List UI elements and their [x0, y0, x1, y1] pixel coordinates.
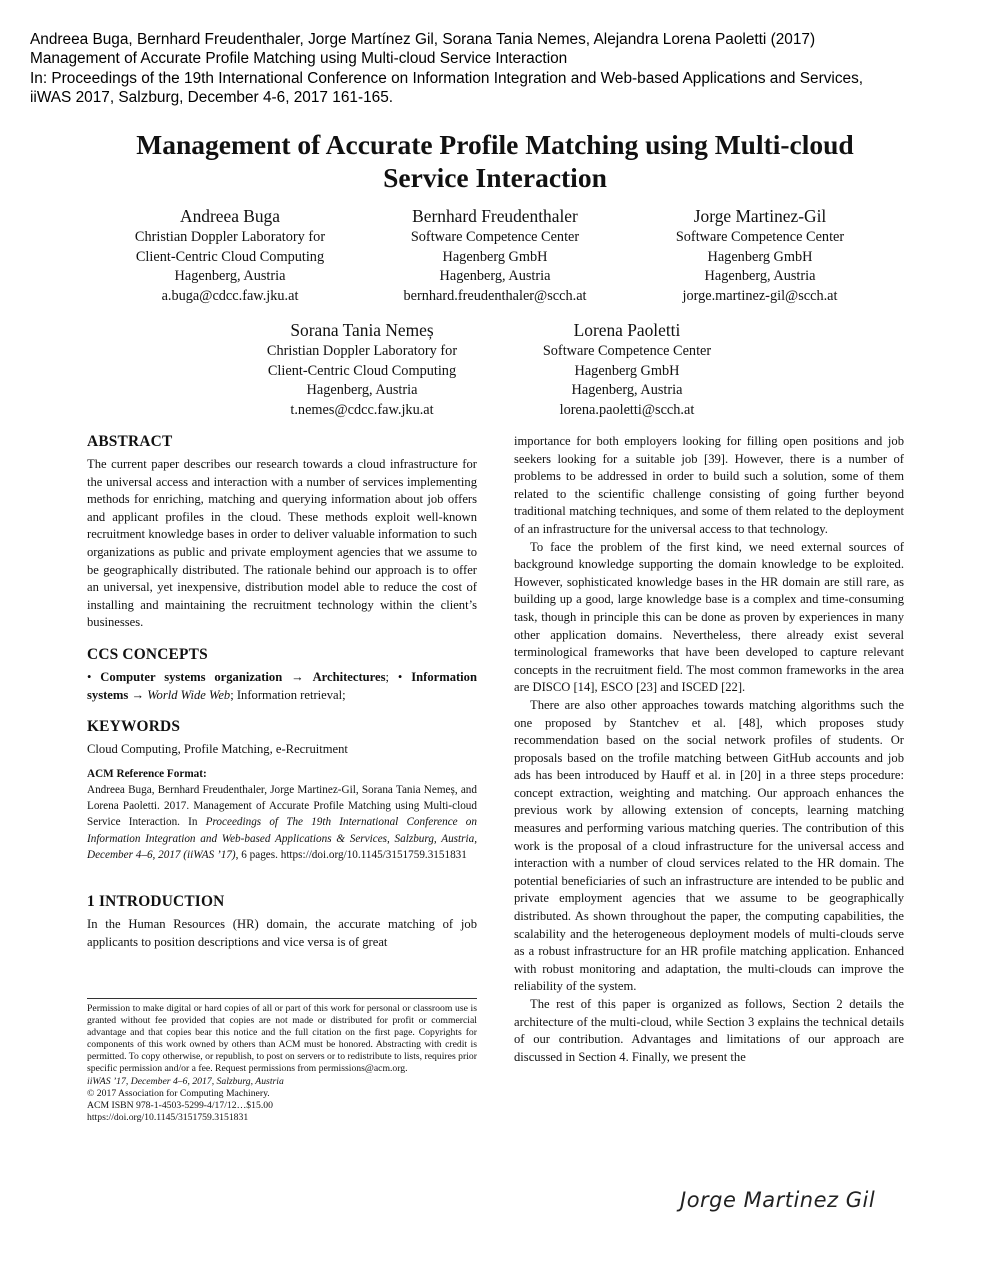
citation-line: In: Proceedings of the 19th International Conference on Information Integration and Web-based Applications and Services, — [30, 69, 864, 87]
body-paragraph: There are also other approaches towards matching algorithms such the one proposed by Stantchev et al. [48], which proposes study recommendation based on the social network profiles of students. Or proposals based on the trofile matching between GitHub accounts and job ads has been introduced by Hauff et al. in [20] in a three steps procedure: concept extraction, weighting and matching. Our approach enhances the previous work by allowing extension of concepts, learning matching measures and performing various matching queries. The contribution of this work is the proposal of a cloud infrastructure for the universal access and interaction with a number of cloud services related to the HR domain. The potential beneficiaries of such an infrastructure are intended to be public and private employment agencies that we assume to be geographically distributed. As shown throughout the paper, the computing capabilities, the scalability and the heterogeneous deployment models of multi-clouds serve as a robust infrastructure for an HR profile matching application. Enhanced with robust monitoring and adaptation, the multi-clouds can improve the reliability of the system. — [514, 697, 904, 994]
handwritten-signature: Jorge Martinez Gil — [680, 1188, 876, 1212]
abstract-text: The current paper describes our research towards a cloud infrastructure for the universal access and interaction with a number of services implementing methods for enriching, matching and querying information about job offers and applicant profiles in the cloud. These methods exploit well-known recruitment knowledge bases in order to deliver valuable information to such organizations as public and private employment agencies that we assume to be geographically distributed. The rationale behind our approach is to offer an universal, yet inexpensive, distribution model able to reduce the cost of installing and maintaining the recruitment technology within the client’s businesses. — [87, 457, 477, 630]
author-affiliation: Hagenberg GmbH — [707, 248, 813, 265]
author-name: Andreea Buga — [180, 206, 280, 226]
author-email: t.nemes@cdcc.faw.jku.at — [290, 401, 434, 418]
author-affiliation: Software Competence Center — [410, 229, 580, 245]
author-affiliation: Client-Centric Cloud Computing — [135, 248, 325, 265]
citation-line: iiWAS 2017, Salzburg, December 4-6, 2017 161-165. — [30, 89, 394, 107]
abstract-heading: ABSTRACT — [87, 433, 173, 450]
paper-title: Management of Accurate Profile Matching using Multi-cloud Service Interaction — [136, 129, 854, 193]
author-location: Hagenberg, Austria — [571, 382, 683, 398]
author-name: Sorana Tania Nemeș — [290, 320, 434, 340]
author-affiliation: Hagenberg GmbH — [574, 362, 680, 379]
conference-venue: iiWAS ’17, December 4–6, 2017, Salzburg, Austria — [87, 1075, 284, 1087]
author-affiliation: Christian Doppler Laboratory for — [134, 229, 326, 245]
permission-footnote — [87, 998, 477, 1124]
author-location: Hagenberg, Austria — [306, 382, 418, 398]
acm-reference-text: Andreea Buga, Bernhard Freudenthaler, Jorge Martinez-Gil, Sorana Tania Nemeș, and Lorena Paoletti. 2017. Management of Accurate Profile Matching using Multi-cloud Service Interaction. In Proceedings of The 19th International Conference on Information Integration and Web-based Applications & Services, Salzburg, Austria, December 4–6, 2017 (iiWAS ’17), 6 pages. https://doi.org/10.1145/3151759.3151831 — [87, 783, 477, 861]
ccs-heading: CCS CONCEPTS — [87, 645, 208, 663]
acm-reference-heading: ACM Reference Format: — [87, 767, 207, 780]
left-column — [87, 433, 477, 951]
permission-text: Permission to make digital or hard copies of all or part of this work for personal or classroom use is granted without fee provided that copies are not made or distributed for profit or commercial advantage and that copies bear this notice and the full citation on the first page. Copyrights for components of this work owned by others than ACM must be honored. Abstracting with credit is permitted. To copy otherwise, or republish, to post on servers or to redistribute to lists, requires prior specific permission and/or a fee. Request permissions from permissions@acm.org. — [87, 1003, 477, 1075]
author-name: Bernhard Freudenthaler — [412, 206, 578, 226]
author-email: a.buga@cdcc.faw.jku.at — [161, 287, 299, 304]
right-column — [514, 433, 904, 1066]
author-email: bernhard.freudenthaler@scch.at — [403, 287, 587, 304]
keywords-heading: KEYWORDS — [87, 718, 181, 736]
author-email: lorena.paoletti@scch.at — [559, 401, 695, 418]
acm-reference — [87, 766, 477, 863]
author-location: Hagenberg, Austria — [439, 268, 551, 284]
author-block — [370, 206, 620, 306]
introduction-text: In the Human Resources (HR) domain, the accurate matching of job applicants to position descriptions and vice versa is of great — [87, 917, 477, 949]
author-name: Jorge Martinez-Gil — [693, 206, 827, 226]
author-affiliation: Client-Centric Cloud Computing — [267, 362, 457, 379]
author-block — [242, 320, 482, 420]
author-affiliation: Christian Doppler Laboratory for — [266, 343, 458, 359]
author-affiliation: Software Competence Center — [675, 229, 845, 245]
body-paragraph: To face the problem of the first kind, we need external sources of background knowledge supporting the domain knowledge to be exploited. However, sophisticated knowledge bases in the HR domain are still rare, as building up a good, large knowledge base is a complex and time-consuming task, though in principle this can be done as proven by experiences in many other application domains. Nevertheless, there already exist several terminological frameworks that have been developed to capture relevant concepts in the recruitment field. The most common frameworks in the area are DISCO [14], ESCO [23] and ISCED [22]. — [514, 539, 904, 695]
citation-line: Andreea Buga, Bernhard Freudenthaler, Jorge Martínez Gil, Sorana Tania Nemes, Alejandra Lorena Paoletti (2017) — [30, 31, 816, 48]
body-paragraph: The rest of this paper is organized as follows, Section 2 details the architecture of the multi-cloud, while Section 3 explains the technical details of our contribution. Advantages and limitations of our approach are discussed in Section 4. Finally, we present the — [514, 997, 904, 1064]
author-name: Lorena Paoletti — [573, 320, 681, 340]
author-affiliation: Hagenberg GmbH — [442, 248, 548, 265]
author-block — [640, 206, 880, 306]
keywords-text: Cloud Computing, Profile Matching, e-Recruitment — [87, 742, 348, 757]
author-block — [110, 206, 350, 306]
author-location: Hagenberg, Austria — [704, 268, 816, 284]
citation-line: Management of Accurate Profile Matching using Multi-cloud Service Interaction — [30, 50, 568, 68]
citation-header — [30, 30, 970, 108]
author-block — [507, 320, 747, 420]
acm-reference-doi: https://doi.org/10.1145/3151759.3151831 — [280, 848, 467, 861]
author-email: jorge.martinez-gil@scch.at — [682, 287, 838, 304]
body-paragraph: importance for both employers looking for filling open positions and job seekers looking for a suitable job [39]. However, there is a number of problems to be addressed in order to build such a solution, some of them related to the scientific challenge consisting of going further beyond traditional matching techniques, and some of them related to the deployment of an infrastructure for the universal access to that technology. — [514, 434, 904, 536]
copyright-notice: © 2017 Association for Computing Machinery. — [87, 1087, 270, 1099]
footnote-doi: https://doi.org/10.1145/3151759.3151831 — [87, 1111, 249, 1123]
author-affiliation: Software Competence Center — [542, 343, 712, 359]
introduction-heading: 1 INTRODUCTION — [87, 893, 225, 911]
ccs-concepts: • Computer systems organization → Architectures; • Information systems → World Wide Web; Information retrieval; — [87, 669, 477, 702]
author-location: Hagenberg, Austria — [174, 268, 286, 284]
isbn: ACM ISBN 978-1-4503-5299-4/17/12…$15.00 — [87, 1099, 273, 1111]
